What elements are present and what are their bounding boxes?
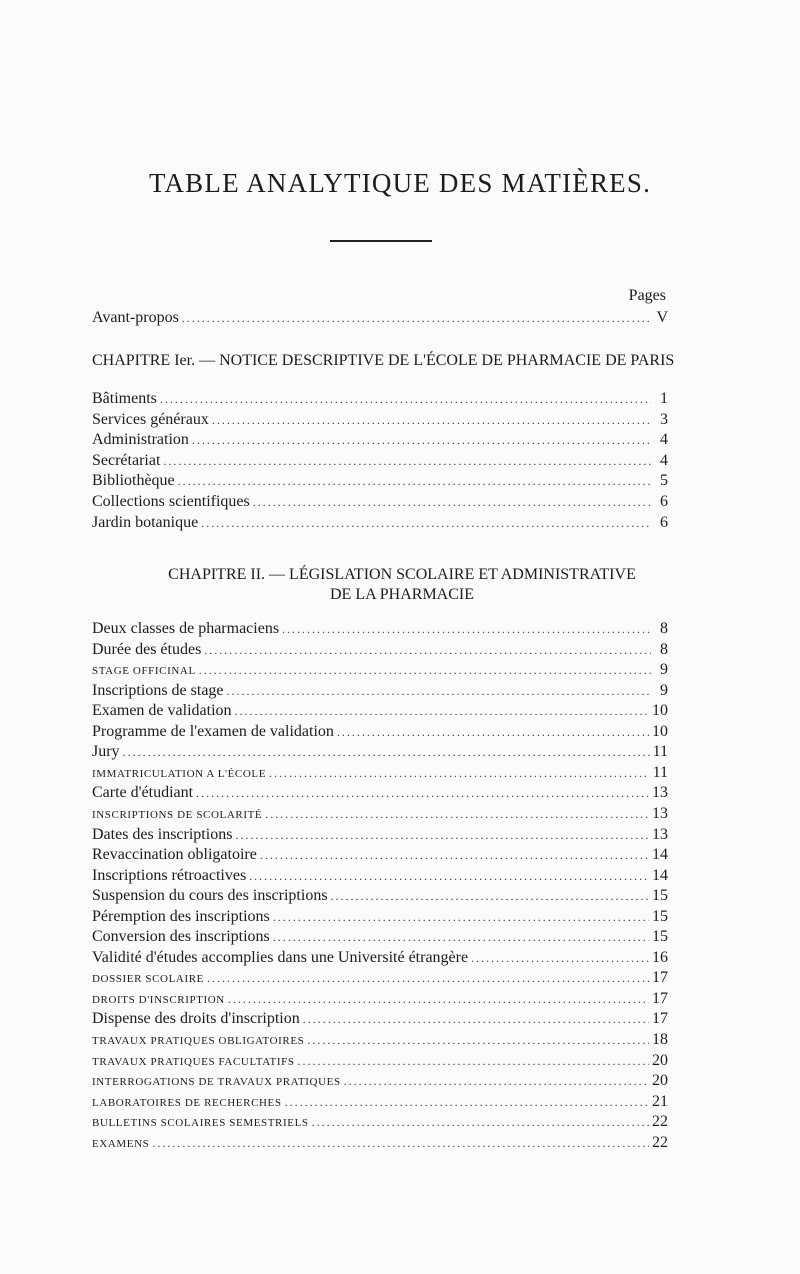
toc-entry[interactable] bbox=[92, 742, 668, 762]
entry-label: Validité d'études accomplies dans une Université étrangère bbox=[92, 948, 469, 966]
dot-leader bbox=[201, 513, 651, 533]
entry-label: Examen de validation bbox=[92, 702, 232, 720]
toc-entry[interactable] bbox=[92, 825, 668, 845]
toc-entry[interactable] bbox=[92, 451, 668, 471]
entry-page: 15 bbox=[652, 907, 668, 925]
toc-entry[interactable] bbox=[92, 1112, 668, 1132]
dot-leader bbox=[249, 866, 649, 886]
toc-entry[interactable] bbox=[92, 1133, 668, 1153]
toc-entry[interactable] bbox=[92, 640, 668, 660]
dot-leader bbox=[331, 886, 649, 906]
entry-page: 13 bbox=[652, 825, 668, 843]
dot-leader bbox=[273, 927, 649, 947]
entry-label: Services généraux bbox=[92, 410, 209, 428]
dot-leader bbox=[235, 825, 649, 845]
dot-leader bbox=[196, 783, 649, 803]
entry-page: 11 bbox=[652, 743, 668, 761]
entry-page: 16 bbox=[652, 948, 668, 966]
toc-entry[interactable] bbox=[92, 471, 668, 491]
toc-entry[interactable] bbox=[92, 845, 668, 865]
chapter-1-heading: CHAPITRE Ier. — NOTICE DESCRIPTIVE DE L'ÉCOLE DE PHARMACIE DE PARIS bbox=[92, 352, 675, 369]
entry-page: 3 bbox=[660, 410, 668, 428]
dot-leader bbox=[228, 989, 649, 1009]
entry-page: 10 bbox=[652, 722, 668, 740]
entry-page: 22 bbox=[652, 1113, 668, 1131]
page-title: TABLE ANALYTIQUE DES MATIÈRES. bbox=[148, 168, 652, 198]
entry-page: 8 bbox=[660, 640, 668, 658]
entry-label: Secrétariat bbox=[92, 451, 161, 469]
dot-leader bbox=[253, 492, 651, 512]
toc-entry[interactable] bbox=[92, 866, 668, 886]
entry-label: Suspension du cours des inscriptions bbox=[92, 887, 328, 905]
dot-leader bbox=[212, 410, 651, 430]
entry-label: Avant-propos bbox=[92, 309, 179, 326]
dot-leader bbox=[471, 948, 649, 968]
toc-entry[interactable] bbox=[92, 1051, 668, 1071]
entry-page: 20 bbox=[652, 1072, 668, 1090]
toc-entry[interactable] bbox=[92, 410, 668, 430]
entry-page: 17 bbox=[652, 1010, 668, 1028]
chapter-2-heading bbox=[92, 565, 712, 605]
dot-leader bbox=[298, 1051, 649, 1071]
entry-page: 4 bbox=[660, 431, 668, 449]
toc-entry[interactable] bbox=[92, 701, 668, 721]
toc-entry[interactable] bbox=[92, 1092, 668, 1112]
entry-label: Programme de l'examen de validation bbox=[92, 722, 334, 740]
dot-leader bbox=[344, 1071, 649, 1091]
entry-label: BULLETINS SCOLAIRES SEMESTRIELS bbox=[92, 1117, 309, 1130]
entry-label: Inscriptions rétroactives bbox=[92, 866, 247, 884]
entry-label: Carte d'étudiant bbox=[92, 784, 194, 802]
entry-page: 5 bbox=[660, 472, 668, 490]
entry-label: Revaccination obligatoire bbox=[92, 846, 257, 864]
toc-entry[interactable] bbox=[92, 989, 668, 1009]
dot-leader bbox=[182, 308, 651, 328]
dot-leader bbox=[199, 660, 651, 680]
entry-label: INSCRIPTIONS DE SCOLARITÉ bbox=[92, 808, 263, 821]
toc-entry[interactable] bbox=[92, 886, 668, 906]
entry-page: 1 bbox=[660, 390, 668, 407]
entry-label: EXAMENS bbox=[92, 1137, 150, 1150]
entry-page: 10 bbox=[652, 702, 668, 720]
dot-leader bbox=[260, 845, 649, 865]
toc-entry[interactable] bbox=[92, 681, 668, 701]
dot-leader bbox=[285, 1092, 649, 1112]
toc-entry[interactable] bbox=[92, 1009, 668, 1029]
entry-label: Jury bbox=[92, 743, 120, 761]
toc-entry[interactable] bbox=[92, 948, 668, 968]
entry-page: 11 bbox=[652, 763, 668, 781]
dot-leader bbox=[235, 701, 649, 721]
entry-page: 20 bbox=[652, 1051, 668, 1069]
toc-entry[interactable] bbox=[92, 907, 668, 927]
dot-leader bbox=[160, 389, 651, 409]
entry-label: TRAVAUX PRATIQUES OBLIGATOIRES bbox=[92, 1035, 305, 1047]
entry-page: 13 bbox=[652, 784, 668, 802]
entry-label: Dates des inscriptions bbox=[92, 825, 233, 843]
toc-entry[interactable] bbox=[92, 430, 668, 450]
toc-entry[interactable] bbox=[92, 783, 668, 803]
entry-page: 9 bbox=[660, 661, 668, 679]
toc-entry[interactable] bbox=[92, 968, 668, 988]
entry-page: 22 bbox=[652, 1133, 668, 1151]
entry-page: 6 bbox=[660, 493, 668, 510]
entry-page: 8 bbox=[660, 620, 668, 637]
title-rule bbox=[330, 240, 432, 242]
entry-label: Collections scientifiques bbox=[92, 493, 250, 510]
entry-label: IMMATRICULATION A L'ÉCOLE bbox=[92, 767, 267, 780]
entry-label: Jardin botanique bbox=[92, 513, 199, 531]
chapter-2-heading-line1: CHAPITRE II. — LÉGISLATION SCOLAIRE ET ADMINISTRATIVE bbox=[168, 566, 636, 583]
toc-entry[interactable] bbox=[92, 619, 668, 639]
entry-label: Deux classes de pharmaciens bbox=[92, 620, 280, 637]
entry-label: Bâtiments bbox=[92, 390, 157, 407]
entry-label: Dispense des droits d'inscription bbox=[92, 1010, 300, 1028]
dot-leader bbox=[227, 681, 651, 701]
dot-leader bbox=[312, 1112, 649, 1132]
toc-entry[interactable] bbox=[92, 389, 668, 409]
entry-label: Bibliothèque bbox=[92, 472, 175, 490]
entry-page: 15 bbox=[652, 928, 668, 946]
entry-page: 15 bbox=[652, 887, 668, 905]
entry-label: Administration bbox=[92, 431, 189, 449]
dot-leader bbox=[192, 430, 651, 450]
dot-leader bbox=[269, 763, 650, 783]
entry-page: 14 bbox=[652, 866, 668, 884]
dot-leader bbox=[273, 907, 649, 927]
entry-page: 17 bbox=[652, 969, 668, 987]
entry-page: 9 bbox=[660, 681, 668, 699]
toc-entry-avant-propos[interactable] bbox=[92, 308, 668, 328]
entry-page: 18 bbox=[652, 1031, 668, 1048]
dot-leader bbox=[303, 1009, 649, 1029]
dot-leader bbox=[152, 1133, 649, 1153]
toc-entry[interactable] bbox=[92, 927, 668, 947]
dot-leader bbox=[123, 742, 650, 762]
entry-page: 14 bbox=[652, 846, 668, 864]
entry-page: 6 bbox=[660, 513, 668, 531]
dot-leader bbox=[282, 619, 651, 639]
toc-entry[interactable] bbox=[92, 1071, 668, 1091]
pages-column-label: Pages bbox=[628, 287, 666, 304]
dot-leader bbox=[178, 471, 651, 491]
entry-page: V bbox=[656, 309, 668, 326]
entry-page: 21 bbox=[652, 1092, 668, 1110]
entry-page: 13 bbox=[652, 804, 668, 822]
entry-label: STAGE OFFICINAL bbox=[92, 665, 196, 678]
dot-leader bbox=[307, 1030, 649, 1050]
entry-label: LABORATOIRES DE RECHERCHES bbox=[92, 1096, 282, 1109]
dot-leader bbox=[265, 804, 649, 824]
toc-entry[interactable] bbox=[92, 722, 668, 742]
dot-leader bbox=[204, 640, 651, 660]
entry-label: DROITS D'INSCRIPTION bbox=[92, 993, 225, 1006]
toc-entry[interactable] bbox=[92, 513, 668, 533]
entry-page: 17 bbox=[652, 989, 668, 1007]
toc-entry[interactable] bbox=[92, 763, 668, 783]
toc-entry[interactable] bbox=[92, 1030, 668, 1050]
dot-leader bbox=[207, 968, 649, 988]
toc-entry[interactable] bbox=[92, 660, 668, 680]
dot-leader bbox=[163, 451, 651, 471]
chapter-2-heading-line2: DE LA PHARMACIE bbox=[329, 586, 474, 603]
entry-page: 4 bbox=[660, 451, 668, 469]
toc-entry[interactable] bbox=[92, 492, 668, 512]
dot-leader bbox=[337, 722, 649, 742]
entry-label: Inscriptions de stage bbox=[92, 681, 224, 699]
entry-label: Durée des études bbox=[92, 640, 202, 658]
entry-label: TRAVAUX PRATIQUES FACULTATIFS bbox=[92, 1055, 295, 1068]
entry-label: DOSSIER SCOLAIRE bbox=[92, 973, 204, 986]
entry-label: INTERROGATIONS DE TRAVAUX PRATIQUES bbox=[92, 1076, 341, 1089]
entry-label: Péremption des inscriptions bbox=[92, 907, 270, 925]
entry-label: Conversion des inscriptions bbox=[92, 928, 270, 946]
toc-entry[interactable] bbox=[92, 804, 668, 824]
